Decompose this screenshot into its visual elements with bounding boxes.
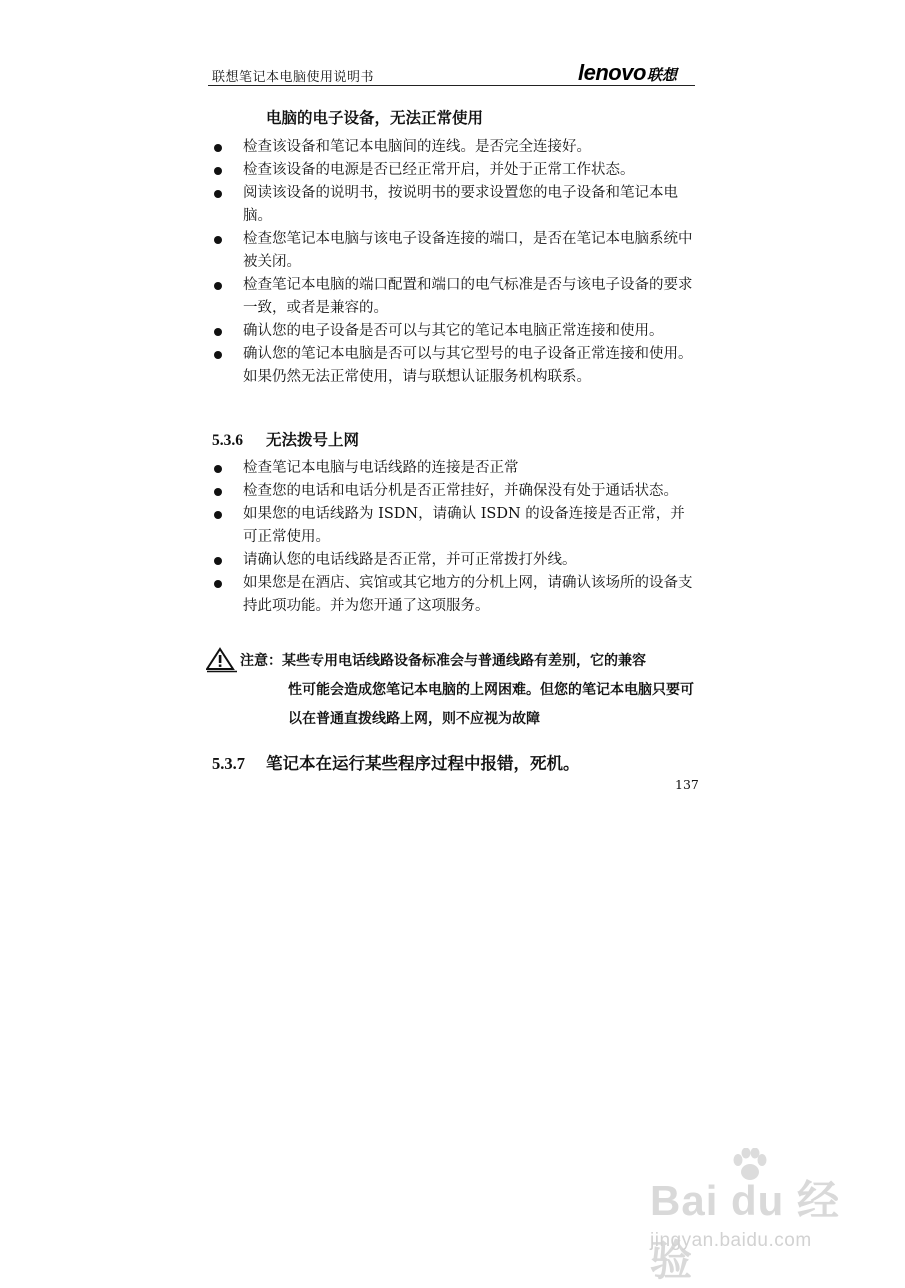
list-item: 确认您的笔记本电脑是否可以与其它型号的电子设备正常连接和使用。如果仍然无法正常使用，请与联想认证服务机构联系。	[212, 343, 696, 389]
list-item: 如果您的电话线路为 ISDN，请确认 ISDN 的设备连接是否正常，并可正常使用。	[212, 503, 696, 549]
warning-note	[206, 647, 698, 734]
watermark-url: jingyan.baidu.com	[650, 1230, 812, 1251]
section-number: 5.3.6	[212, 432, 243, 449]
list-item: 检查该设备和笔记本电脑间的连线。是否完全连接好。	[212, 136, 696, 159]
warning-triangle-icon	[206, 647, 238, 673]
lenovo-logo	[578, 60, 677, 86]
watermark-brand: Bai du 经验	[650, 1177, 841, 1284]
list-item: 检查该设备的电源是否已经正常开启，并处于正常工作状态。	[212, 159, 696, 182]
section-title: 笔记本在运行某些程序过程中报错，死机。	[266, 754, 580, 773]
running-header-title: 联想笔记本电脑使用说明书	[212, 70, 375, 85]
page-number: 137	[675, 777, 699, 792]
dialup-checklist	[212, 457, 696, 618]
list-item: 检查您笔记本电脑与该电子设备连接的端口，是否在笔记本电脑系统中被关闭。	[212, 228, 696, 274]
subsection-title-devices: 电脑的电子设备，无法正常使用	[266, 109, 484, 127]
list-item: 如果您是在酒店、宾馆或其它地方的分机上网，请确认该场所的设备支持此项功能。并为您开通了这项服务。	[212, 572, 696, 618]
section-heading-537	[212, 750, 580, 774]
list-item: 检查笔记本电脑的端口配置和端口的电气标准是否与该电子设备的要求一致，或者是兼容的。	[212, 274, 696, 320]
list-item: 检查笔记本电脑与电话线路的连接是否正常	[212, 457, 696, 480]
section-number: 5.3.7	[212, 754, 245, 773]
note-first-line	[206, 647, 698, 676]
header-divider	[208, 85, 695, 86]
section-heading-536	[212, 428, 359, 450]
logo-chinese: 联想	[646, 66, 677, 84]
note-text-rest: 性可能会造成您笔记本电脑的上网困难。但您的笔记本电脑只要可以在普通直拨线路上网，则不应视为故障	[288, 682, 694, 727]
list-item: 确认您的电子设备是否可以与其它的笔记本电脑正常连接和使用。	[212, 320, 696, 343]
note-text-line1: 注意：某些专用电话线路设备标准会与普通线路有差别，它的兼容	[240, 653, 646, 669]
section-title: 无法拨号上网	[266, 431, 360, 449]
baidu-jingyan-watermark	[650, 1160, 870, 1284]
logo-wordmark: lenovo	[578, 60, 646, 85]
list-item: 阅读该设备的说明书，按说明书的要求设置您的电子设备和笔记本电脑。	[212, 182, 696, 228]
device-checklist	[212, 136, 696, 389]
list-item: 请确认您的电话线路是否正常，并可正常拨打外线。	[212, 549, 696, 572]
list-item: 检查您的电话和电话分机是否正常挂好，并确保没有处于通话状态。	[212, 480, 696, 503]
